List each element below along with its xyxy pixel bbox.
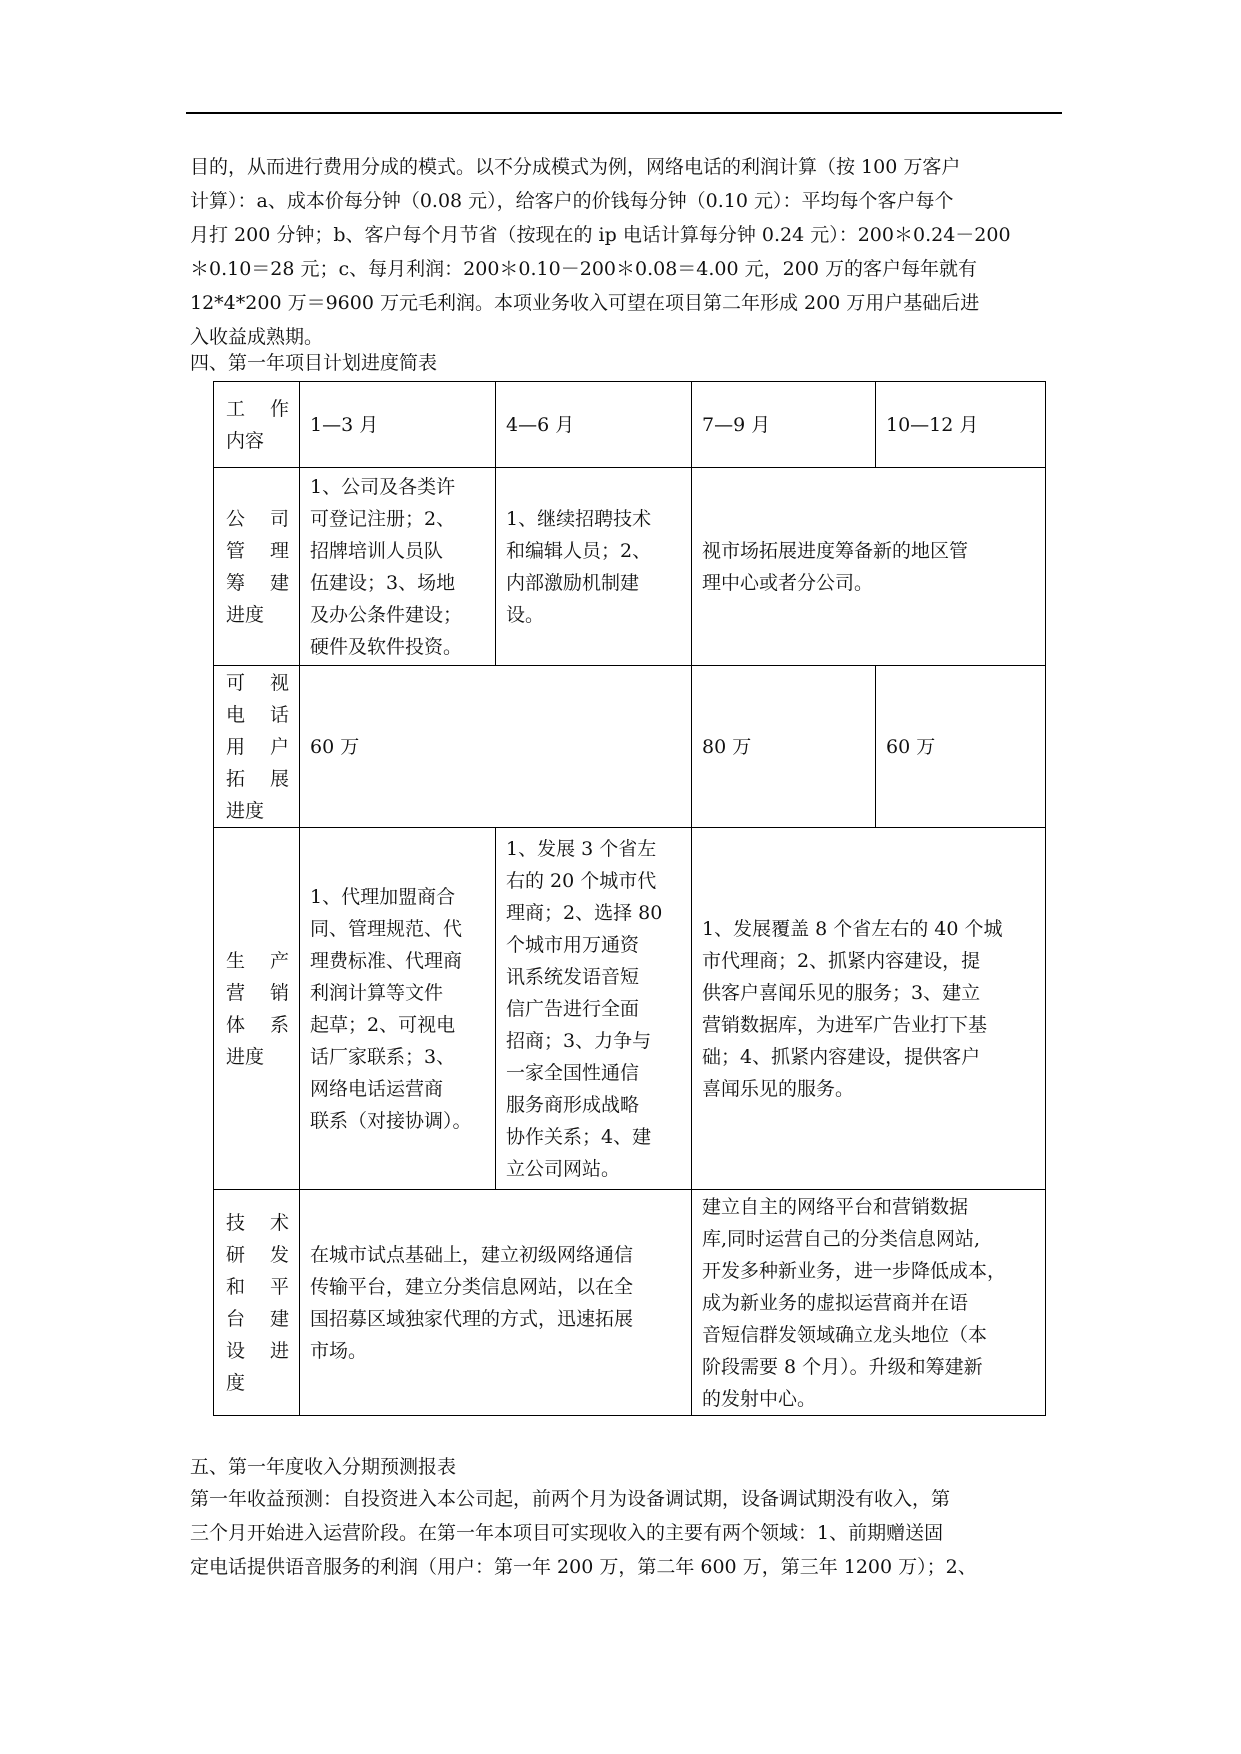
intro-line: 入收益成熟期。 (190, 326, 324, 348)
tech-h1-cell: 在城市试点基础上，建立初级网络通信 传输平台，建立分类信息网站，以在全 国招募区域独家代理的方式，迅速拓展 市场。 (300, 1190, 692, 1416)
table-row-company (214, 468, 1046, 666)
table-header-row (214, 382, 1046, 468)
table-row-tech (214, 1190, 1046, 1416)
sales-q2-cell: 1、发展 3 个省左 右的 20 个城市代 理商；2、选择 80 个城市用万通资 讯系统发语音短 信广告进行全面 招商；3、力争与 一家全国性通信 服务商形成战略 协作关系；4、建 立公司网站。 (496, 828, 692, 1190)
header-label-cell: 工 作 内容 (214, 382, 300, 468)
intro-line: 计算）：a、成本价每分钟（0.08 元），给客户的价钱每分钟（0.10 元）：平均每个客户每个 (190, 190, 954, 212)
users-h1-cell: 60 万 (300, 666, 692, 828)
section-5-line: 第一年收益预测：自投资进入本公司起，前两个月为设备调试期，设备调试期没有收入，第 (190, 1488, 951, 1510)
tech-label-cell: 技 术 研 发 和 平 台 建 设 进 度 (214, 1190, 300, 1416)
company-q34-cell: 视市场拓展进度筹备新的地区管 理中心或者分公司。 (692, 468, 1046, 666)
section-5-paragraph (190, 1482, 1056, 1584)
users-q4-cell: 60 万 (876, 666, 1046, 828)
section-5-line: 三个月开始进入运营阶段。在第一年本项目可实现收入的主要有两个领域：1、前期赠送固 (190, 1522, 944, 1544)
header-rule (186, 112, 1062, 114)
section-5-title: 五、第一年度收入分期预测报表 (190, 1456, 457, 1478)
sales-label-cell: 生 产 营 销 体 系 进度 (214, 828, 300, 1190)
users-q3-cell: 80 万 (692, 666, 876, 828)
intro-line: 12*4*200 万＝9600 万元毛利润。本项业务收入可望在项目第二年形成 200 万用户基础后进 (190, 292, 980, 314)
sales-q1-cell: 1、代理加盟商合 同、管理规范、代 理费标准、代理商 利润计算等文件 起草；2、可视电 话厂家联系；3、 网络电话运营商 联系（对接协调）。 (300, 828, 496, 1190)
intro-line: 目的，从而进行费用分成的模式。以不分成模式为例，网络电话的利润计算（按 100 万客户 (190, 156, 961, 178)
section-5-line: 定电话提供语音服务的利润（用户：第一年 200 万，第二年 600 万，第三年 1200 万）；2、 (190, 1556, 977, 1578)
section-4-title: 四、第一年项目计划进度简表 (190, 352, 438, 374)
table-row-sales (214, 828, 1046, 1190)
company-label-cell: 公 司 管 理 筹 建 进度 (214, 468, 300, 666)
sales-q34-cell: 1、发展覆盖 8 个省左右的 40 个城 市代理商；2、抓紧内容建设，提 供客户喜闻乐见的服务；3、建立 营销数据库，为进军广告业打下基 础；4、抓紧内容建设，提供客户 喜闻乐见的服务。 (692, 828, 1046, 1190)
intro-line: 月打 200 分钟；b、客户每个月节省（按现在的 ip 电话计算每分钟 0.24 元）：200＊0.24－200 (190, 224, 1011, 246)
header-q2: 4—6 月 (496, 382, 692, 468)
header-q4: 10—12 月 (876, 382, 1046, 468)
intro-paragraph (190, 150, 1056, 354)
company-q1-cell: 1、公司及各类许 可登记注册；2、 招牌培训人员队 伍建设；3、场地 及办公条件建设； 硬件及软件投资。 (300, 468, 496, 666)
header-q3: 7—9 月 (692, 382, 876, 468)
project-schedule-table (213, 381, 1046, 1416)
users-label-cell: 可 视 电 话 用 户 拓 展 进度 (214, 666, 300, 828)
table-row-users (214, 666, 1046, 828)
intro-line: ＊0.10＝28 元；c、每月利润：200＊0.10－200＊0.08＝4.00 元，200 万的客户每年就有 (190, 258, 977, 280)
header-q1: 1—3 月 (300, 382, 496, 468)
tech-h2-cell: 建立自主的网络平台和营销数据 库,同时运营自己的分类信息网站, 开发多种新业务，进一步降低成本， 成为新业务的虚拟运营商并在语 音短信群发领域确立龙头地位（本 阶段需要 8 个月）。升级和筹建新 的发射中心。 (692, 1190, 1046, 1416)
company-q2-cell: 1、继续招聘技术 和编辑人员；2、 内部激励机制建 设。 (496, 468, 692, 666)
